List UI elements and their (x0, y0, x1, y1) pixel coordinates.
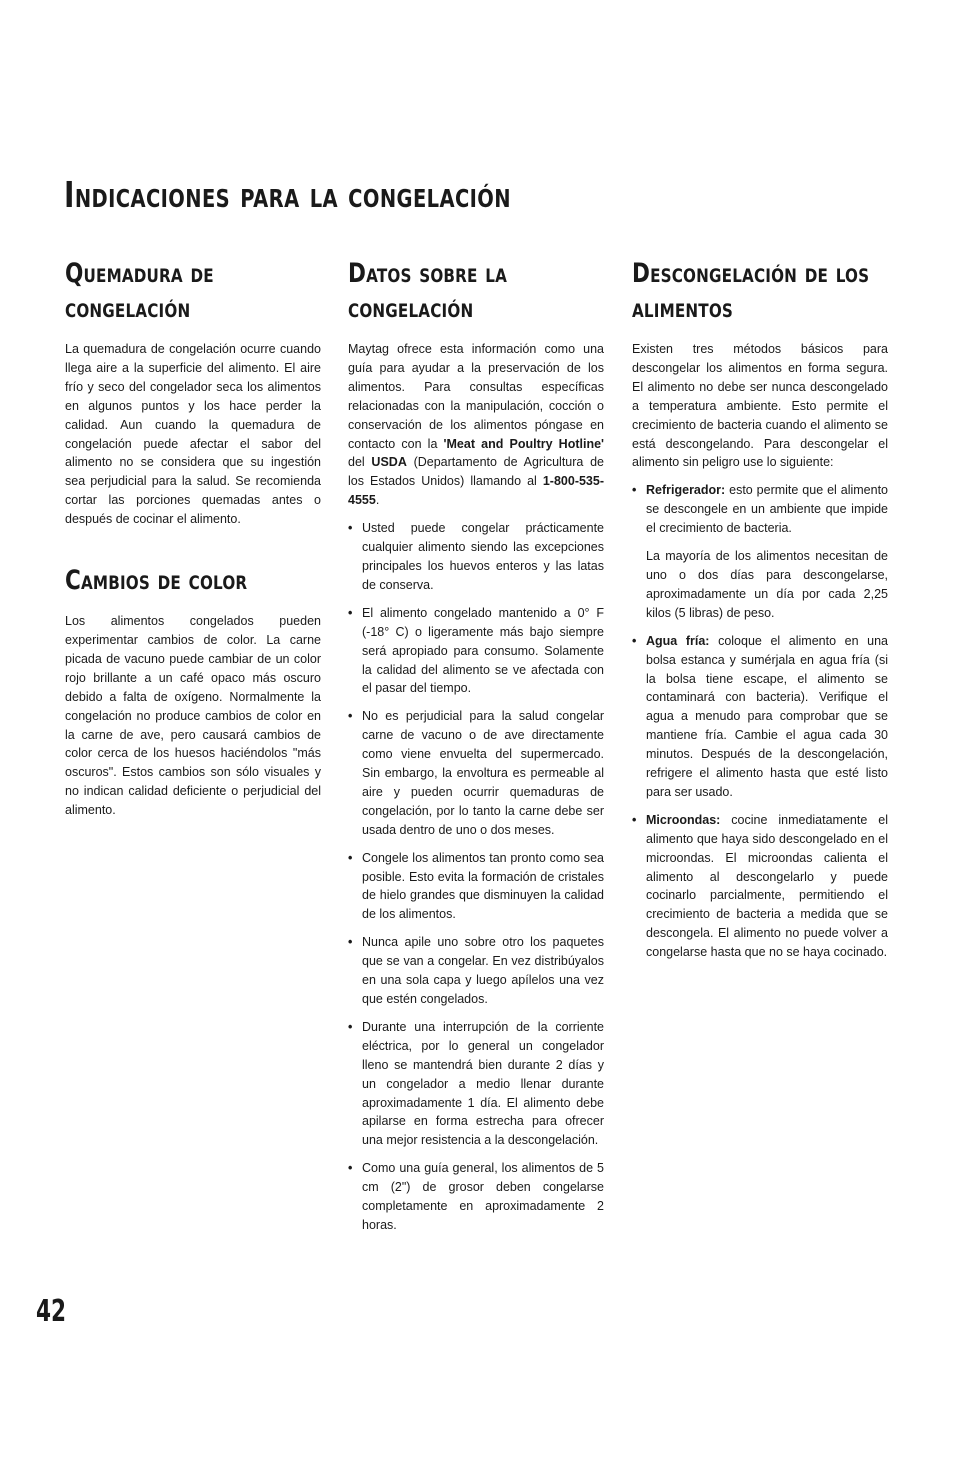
intro-text-4: . (375, 493, 380, 508)
heading-freezer-burn (65, 256, 321, 326)
list-item (348, 1159, 604, 1235)
method-label: Agua fría: (646, 633, 710, 648)
hotline-phone: 1-800-535-4555 (348, 474, 604, 508)
intro-text-2: del (348, 455, 372, 470)
list-item-text: Durante una interrupción de la corriente eléctrica, por lo general un congelador lleno se mantendrá bien durante 2 días y un congelador a medio llenar durante aproximadamente 1 día. El alimento debe apilarse en forma estrecha para ofrecer una mejor resistencia a la descongelación. (362, 1019, 604, 1148)
list-item (632, 481, 888, 538)
bullet-marker: • (348, 521, 353, 536)
usda-label: USDA (371, 455, 407, 470)
heading-freezing-facts-line2: congelación (348, 293, 474, 324)
thawing-methods-list-continued (632, 632, 888, 962)
method-text: coloque el alimento en una bolsa estanca y sumérjala en agua fría (si la bolsa tiene escape, el alimento se contaminará con bacteria). Verifique el agua a menudo para comprobar que se mantiene fría. Cambie el agua cada 30 minutos. Después de la descongelación, refrigere el alimento hasta que esté listo para ser usado. (646, 633, 888, 799)
list-item (632, 632, 888, 802)
list-item (348, 1018, 604, 1150)
bullet-marker: • (632, 633, 637, 648)
hotline-name: 'Meat and Poultry Hotline' (443, 436, 605, 451)
heading-color-changes: Cambios de color (65, 565, 248, 597)
freezing-facts-intro (348, 340, 604, 510)
list-item (632, 811, 888, 962)
color-changes-paragraph: Los alimentos congelados pueden experimentar cambios de color. La carne picada de vacuno puede cambiar de un color rojo brillante a un café opaco más oscuro debido a falta de oxígeno. Normalmente la congelación no produce cambios de color en la carne de ave, pero causará cambios de color cerca de los huesos haciéndolos "más oscuros". Estos cambios son sólo visuales y no indican calidad deficiente o perjudicial del alimento. (65, 614, 321, 818)
page-number: 42 (36, 1294, 67, 1329)
refrigerator-note: La mayoría de los alimentos necesitan de uno o dos días para descongelarse, aproximadamente un día por cada 2,25 kilos (5 libras) de peso. (646, 549, 888, 620)
list-item (348, 849, 604, 925)
list-item-text: Congele los alimentos tan pronto como sea posible. Esto evita la formación de cristales de hielo grandes que disminuyen la calidad de los alimentos. (362, 850, 604, 922)
thawing-methods-list (632, 481, 888, 538)
bullet-marker: • (632, 812, 637, 827)
method-text: esto permite que el alimento se descongele en un ambiente que impide el crecimiento de bacteria. (646, 483, 888, 536)
column-freezing-facts (348, 256, 604, 1235)
bullet-marker: • (348, 1019, 353, 1034)
method-text: cocine inmediatamente el alimento que haya sido descongelado en el microondas. El microondas calienta el alimento al descongelarlo y puede cocinarlo parcialmente, permitiendo el crecimiento de bacteria a medida que se descongela. El alimento no puede volver a congelarse hasta que no se haya cocinado. (646, 812, 888, 960)
heading-freezing-facts-line1: Datos sobre la (348, 258, 508, 289)
heading-thawing (632, 256, 888, 326)
list-item (348, 707, 604, 839)
list-item (348, 519, 604, 595)
list-item-text: El alimento congelado mantenido a 0° F (-18° C) o ligeramente más bajo siempre será apropiado para consumo. Solamente la calidad del alimento se ve afectada con el pasar del tiempo. (362, 605, 604, 696)
heading-thawing-line2: alimentos (632, 293, 734, 324)
list-item-text: Como una guía general, los alimentos de 5 cm (2") de grosor deben congelarse completamente en aproximadamente 2 horas. (362, 1161, 604, 1232)
heading-freezer-burn-line1: Quemadura de (65, 258, 214, 289)
list-item-text: Usted puede congelar prácticamente cualquier alimento siendo las excepciones principales los huevos enteros y las latas de conserva. (362, 521, 604, 592)
page-title: Indicaciones para la congelación (64, 175, 511, 216)
list-item (348, 933, 604, 1009)
intro-text-3: (Departamento de Agricultura de los Estados Unidos) llamando al (348, 455, 604, 489)
list-item-text: Nunca apile uno sobre otro los paquetes que se van a congelar. En vez distribúyalos en una sola capa y luego apílelos una vez que estén congelados. (362, 935, 604, 1006)
bullet-marker: • (348, 935, 353, 950)
freezer-burn-paragraph: La quemadura de congelación ocurre cuando llega aire a la superficie del alimento. El aire frío y seco del congelador seca los alimentos en algunos puntos y los hace perder la calidad. Aun cuando la quemadura de congelación puede afectar el sabor del alimento no se considera que su ingestión sea perjudicial para la salud. Se recomienda cortar las porciones quemadas antes o después de cocinar el alimento. (65, 342, 321, 527)
heading-freezing-facts (348, 256, 604, 326)
thawing-intro: Existen tres métodos básicos para descongelar los alimentos en forma segura. El alimento no debe ser nunca descongelado a temperatura ambiente. Esto permite el crecimiento de bacteria cuando el alimento se está descongelando. Para descongelar el alimento sin peligro use lo siguiente: (632, 342, 888, 470)
column-thawing (632, 256, 888, 962)
heading-thawing-line1: Descongelación de los (632, 258, 870, 289)
list-item (348, 604, 604, 699)
bullet-marker: • (348, 850, 353, 865)
heading-freezer-burn-line2: congelación (65, 293, 191, 324)
list-item-text: No es perjudicial para la salud congelar carne de vacuno o de ave directamente como viene envuelta del supermercado. Sin embargo, la envoltura es permeable al aire y pueden ocurrir quemaduras de congelación, por lo tanto la carne debe ser usada dentro de uno o dos meses. (362, 709, 604, 837)
method-label: Microondas: (646, 812, 721, 827)
bullet-marker: • (632, 483, 637, 498)
intro-text-1: Maytag ofrece esta información como una guía para ayudar a la preservación de los alimentos. Para consultas específicas relacionadas con la manipulación, cocción o conservación de los alimentos póngase en contacto con la (348, 342, 604, 451)
method-label: Refrigerador: (646, 483, 726, 498)
freezing-facts-list (348, 519, 604, 1235)
bullet-marker: • (348, 605, 353, 620)
column-freezer-burn (65, 256, 321, 820)
bullet-marker: • (348, 1161, 353, 1176)
bullet-marker: • (348, 709, 353, 724)
